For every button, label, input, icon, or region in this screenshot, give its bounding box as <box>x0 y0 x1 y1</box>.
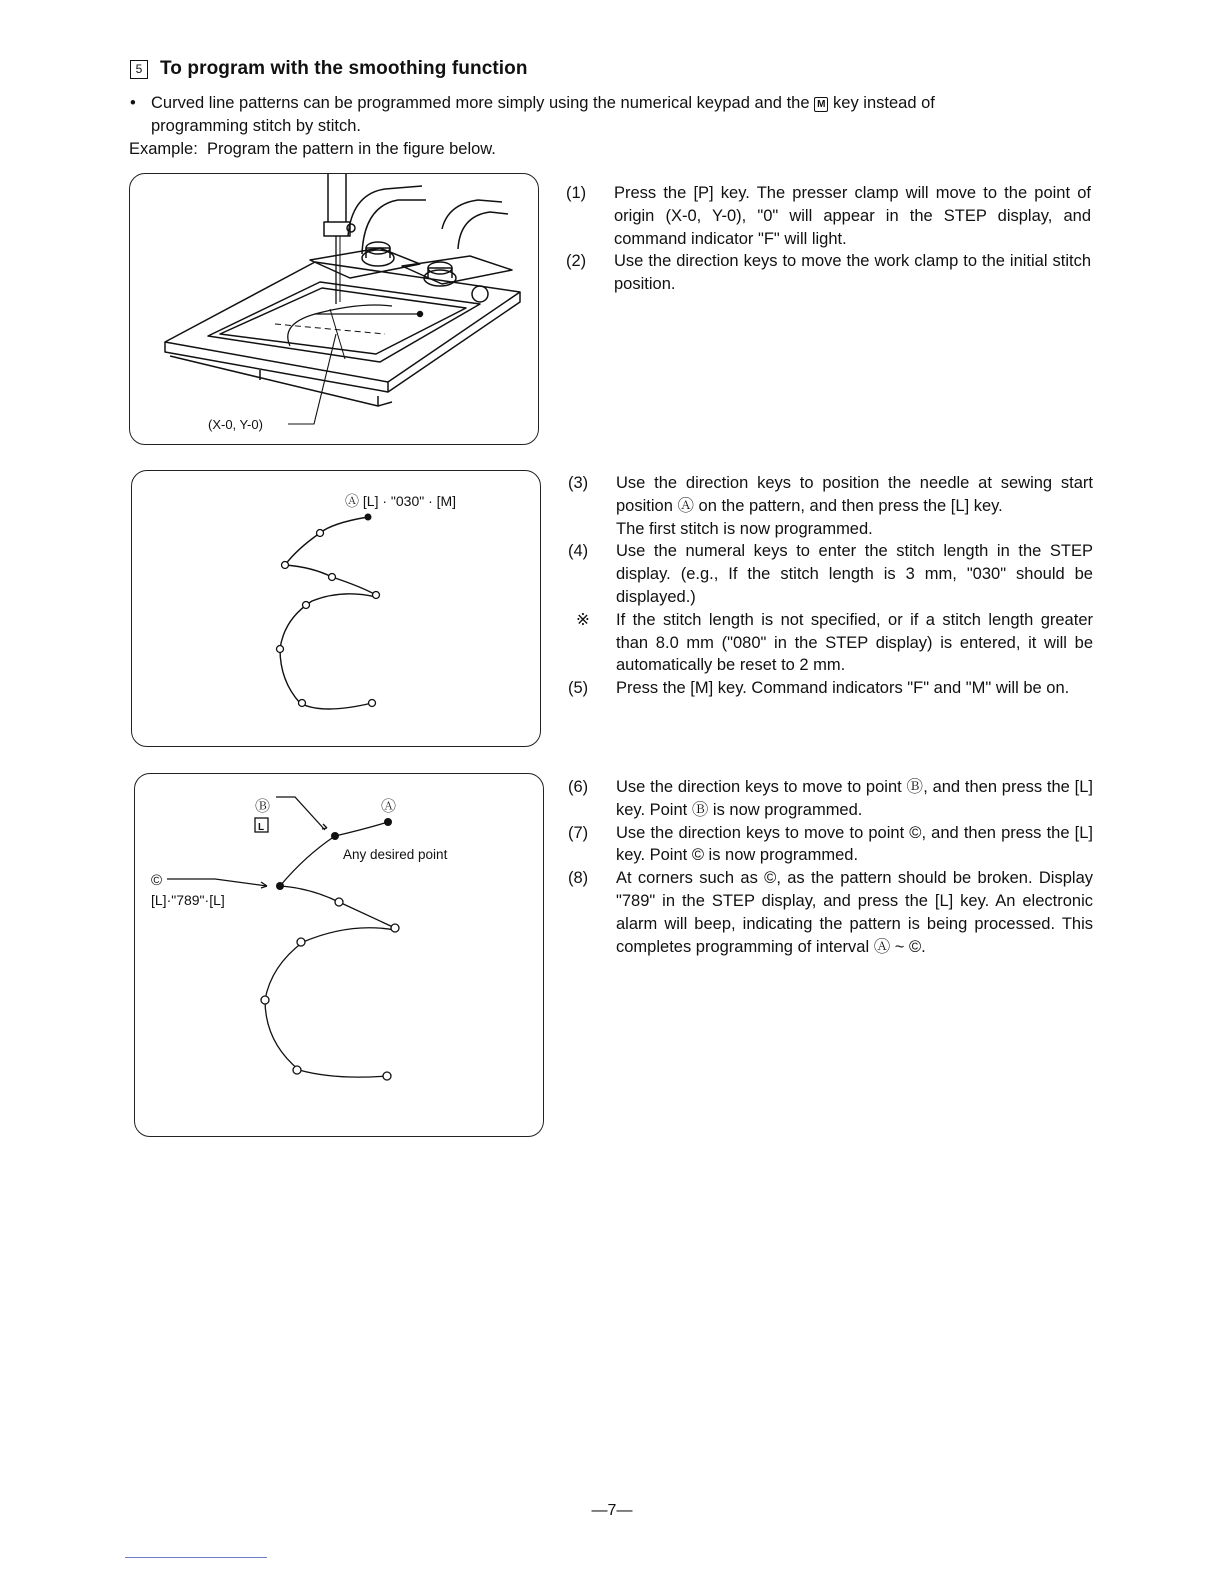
step-text: Use the direction keys to move to point ©, and then press the [L] key. Point © is now programmed. <box>616 823 1093 865</box>
section-title: To program with the smoothing function <box>160 58 528 79</box>
m-key-icon: M <box>814 97 828 112</box>
label-a: Ⓐ <box>381 798 397 815</box>
l-key-label: L <box>258 822 265 833</box>
step-text: The first stitch is now programmed. <box>616 519 873 538</box>
note-mark: ※ <box>576 610 590 629</box>
point-a-filled <box>365 514 372 521</box>
figure-first-stitch <box>131 470 541 747</box>
step-number <box>568 518 616 541</box>
step-number: (7) <box>568 823 589 842</box>
annotation-a-l-030-m: Ⓐ [L] · "030" · [M] <box>345 493 457 509</box>
curve-lower-2 <box>265 928 395 1077</box>
step-number: (4) <box>568 542 589 561</box>
point-a <box>384 818 392 826</box>
curve-diagram-1 <box>132 471 540 746</box>
figure-corner-programming <box>134 773 544 1137</box>
leader-c <box>167 879 267 886</box>
intro-text-post: key instead of <box>833 94 935 112</box>
step-6 <box>568 776 1093 822</box>
step-number: (2) <box>566 252 587 271</box>
intro-line-2: programming stitch by stitch. <box>151 117 361 135</box>
intro-text-pre: Curved line patterns can be programmed more simply using the numerical keypad and the <box>151 94 810 112</box>
step-text: Use the direction keys to position the needle at sewing start position Ⓐ on the pattern, and then press the [L] key. <box>616 474 1093 515</box>
step-3 <box>568 472 1093 518</box>
work-plate <box>165 262 520 382</box>
bullet: • <box>130 94 136 112</box>
step-note <box>568 609 1093 677</box>
footer-line <box>125 1557 267 1558</box>
step-number: (6) <box>568 778 589 796</box>
page-number: —7— <box>591 1502 633 1519</box>
step-7 <box>568 822 1093 868</box>
figure-machine-clamp <box>129 173 539 445</box>
step-text: Press the [M] key. Command indicators "F" and "M" will be on. <box>616 679 1070 698</box>
section-heading <box>130 58 528 80</box>
needle-bar <box>328 174 346 222</box>
label-c: © <box>151 872 163 889</box>
clamp-illustration <box>130 174 538 444</box>
example-label: Example: <box>129 140 198 158</box>
step-number: (8) <box>568 869 589 888</box>
curve-upper <box>285 517 376 595</box>
steps-group-1 <box>566 182 1091 296</box>
step-8 <box>568 867 1093 958</box>
step-text: Use the direction keys to move to point Ⓑ, and then press the [L] key. Point Ⓑ is now programmed. <box>616 778 1093 819</box>
step-5 <box>568 677 1093 700</box>
any-desired-point-label: Any desired point <box>343 847 448 862</box>
curve-diagram-2 <box>135 774 543 1136</box>
clamp-arm-left <box>348 186 422 236</box>
section-number: 5 <box>130 60 148 79</box>
point-c <box>276 882 284 890</box>
step-text: Press the [P] key. The presser clamp will move to the point of origin (X-0, Y-0), "0" will appear in the STEP display, and command indicator "F" will light. <box>614 184 1091 248</box>
leader-b <box>276 797 325 830</box>
example-text: Program the pattern in the figure below. <box>206 140 496 158</box>
intro-line-1 <box>130 92 1110 115</box>
example-line <box>129 138 1110 161</box>
steps-group-2 <box>568 472 1093 700</box>
point-b <box>331 832 339 840</box>
step-number: (3) <box>568 474 589 492</box>
step-3-note <box>568 518 1093 541</box>
step-text: Use the direction keys to move the work clamp to the initial stitch position. <box>614 252 1091 294</box>
step-number: (5) <box>568 679 589 698</box>
step-text: If the stitch length is not specified, or if a stitch length greater than 8.0 mm ("080" in the STEP display) is entered, it will be automatically be reset to 2 mm. <box>616 610 1093 675</box>
step-text: At corners such as ©, as the pattern should be broken. Display "789" in the STEP display, and press the [L] key. An electronic alarm will beep, indicating the pattern is being processed. This completes programming of interval Ⓐ ~ ©. <box>616 869 1093 956</box>
steps-group-3 <box>568 776 1093 958</box>
label-b: Ⓑ <box>255 798 271 815</box>
step-text: Use the numeral keys to enter the stitch length in the STEP display. (e.g., If the stitch length is 3 mm, "030" should be displayed.) <box>616 542 1093 606</box>
step-1 <box>566 182 1091 250</box>
clamp-foot-right <box>402 256 512 284</box>
curve-lower <box>280 594 376 709</box>
step-2 <box>566 250 1091 296</box>
step-4 <box>568 540 1093 608</box>
step-number: (1) <box>566 184 587 202</box>
intro-paragraph <box>130 92 1110 161</box>
corner-key-sequence: [L]·"789"·[L] <box>151 892 225 908</box>
origin-label: (X-0, Y-0) <box>208 417 263 432</box>
